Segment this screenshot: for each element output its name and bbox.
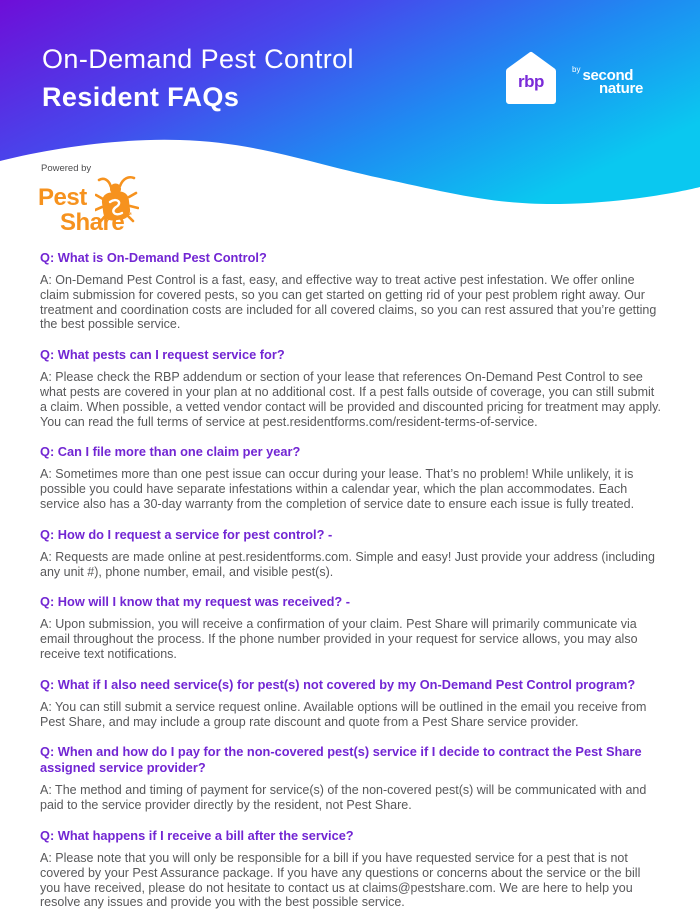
share-text: Share [60, 209, 125, 236]
faq-answer: A: You can still submit a service request online. Available options will be outlined in the email you receive from Pest Share, and may include a group rate discount and quote from a Pest Share service provider. [40, 699, 647, 729]
faq-answer: A: Sometimes more than one pest issue can occur during your lease. That’s no problem! While unlikely, it is possible you could have separate infestations within a calendar year, which the plan accommodates. Each service also has a 30-day warranty from the completion of service date to ensure each issue is fully treated. [40, 467, 635, 511]
share-wordmark [60, 209, 132, 237]
rbp-wordmark: rbp [518, 72, 544, 91]
faq-question: Q: What is On-Demand Pest Control? [40, 250, 267, 265]
faq-item [40, 347, 662, 429]
title-line-2: Resident FAQs [42, 82, 240, 112]
faq-answer: A: On-Demand Pest Control is a fast, easy, and effective way to treat active pest infestation. We offer online claim submission for covered pests, so you can get started on getting rid of your pest problem right away. Our treatment and coordination costs are included for all covered claims, so you can rest assured that you’re getting the best possible service. [40, 273, 657, 332]
faq-item [40, 527, 662, 580]
faq-question: Q: How will I know that my request was received? - [40, 594, 351, 610]
by-label: by [572, 64, 581, 74]
trademark-symbol: ™ [124, 211, 133, 220]
powered-by-label: Powered by [41, 163, 92, 174]
pest-wordmark: Pest [38, 184, 87, 211]
rbp-second-nature-logo [500, 48, 643, 110]
faq-answer: A: Requests are made online at pest.residentforms.com. Simple and easy! Just provide your address (including any unit #), phone number, email, and visible pest(s). [40, 549, 655, 579]
title-line-1: On-Demand Pest Control [42, 44, 354, 74]
faq-item [40, 594, 662, 661]
faq-item [40, 250, 662, 332]
faq-list [40, 250, 662, 910]
faq-answer: A: Please note that you will only be responsible for a bill if you have requested service for a pest that is not covered by your Pest Assurance package. If you have any questions or concerns about the service or the bill you have received, please do not hesitate to contact us at claims@pestshare.com. We are here to help you resolve any issues and provide you with the best possible service. [40, 850, 641, 910]
faq-answer: A: Please check the RBP addendum or section of your lease that references On-Demand Pest Control to see what pests are covered in your plan at no additional cost. If a pest falls outside of coverage, you can still submit a claim. When possible, a vetted vendor contact will be provided and discounted pricing for treatment may apply. You can read the full terms of service at pest.residentforms.com/resident-terms-of-service. [40, 370, 661, 429]
nature-word: nature [599, 79, 644, 97]
faq-item [40, 444, 662, 511]
faq-question: Q: How do I request a service for pest control? - [40, 526, 333, 542]
rbp-house-icon [500, 48, 562, 110]
page-title [42, 42, 354, 114]
faq-answer: A: The method and timing of payment for service(s) of the non-covered pest(s) will be communicated with and paid to the service provider directly by the resident, not Pest Share. [40, 783, 647, 813]
pest-share-logo [38, 163, 198, 238]
faq-question: Q: Can I file more than one claim per year? [40, 444, 301, 460]
faq-question: Q: What pests can I request service for? [40, 347, 285, 363]
faq-item [40, 744, 662, 813]
faq-question: Q: What happens if I receive a bill after the service? [40, 827, 354, 843]
faq-question: Q: What if I also need service(s) for pest(s) not covered by my On-Demand Pest Control program? [40, 676, 636, 692]
faq-answer: A: Upon submission, you will receive a confirmation of your claim. Pest Share will primarily communicate via email throughout the process. If the phone number provided in your request for service allows, you may also receive text notifications. [40, 617, 638, 661]
second-word: second [582, 66, 634, 84]
faq-item [40, 828, 662, 910]
second-nature-wordmark [572, 63, 643, 96]
faq-item [40, 677, 662, 730]
faq-question: Q: When and how do I pay for the non-covered pest(s) service if I decide to contract the Pest Share assigned service provider? [40, 744, 642, 776]
